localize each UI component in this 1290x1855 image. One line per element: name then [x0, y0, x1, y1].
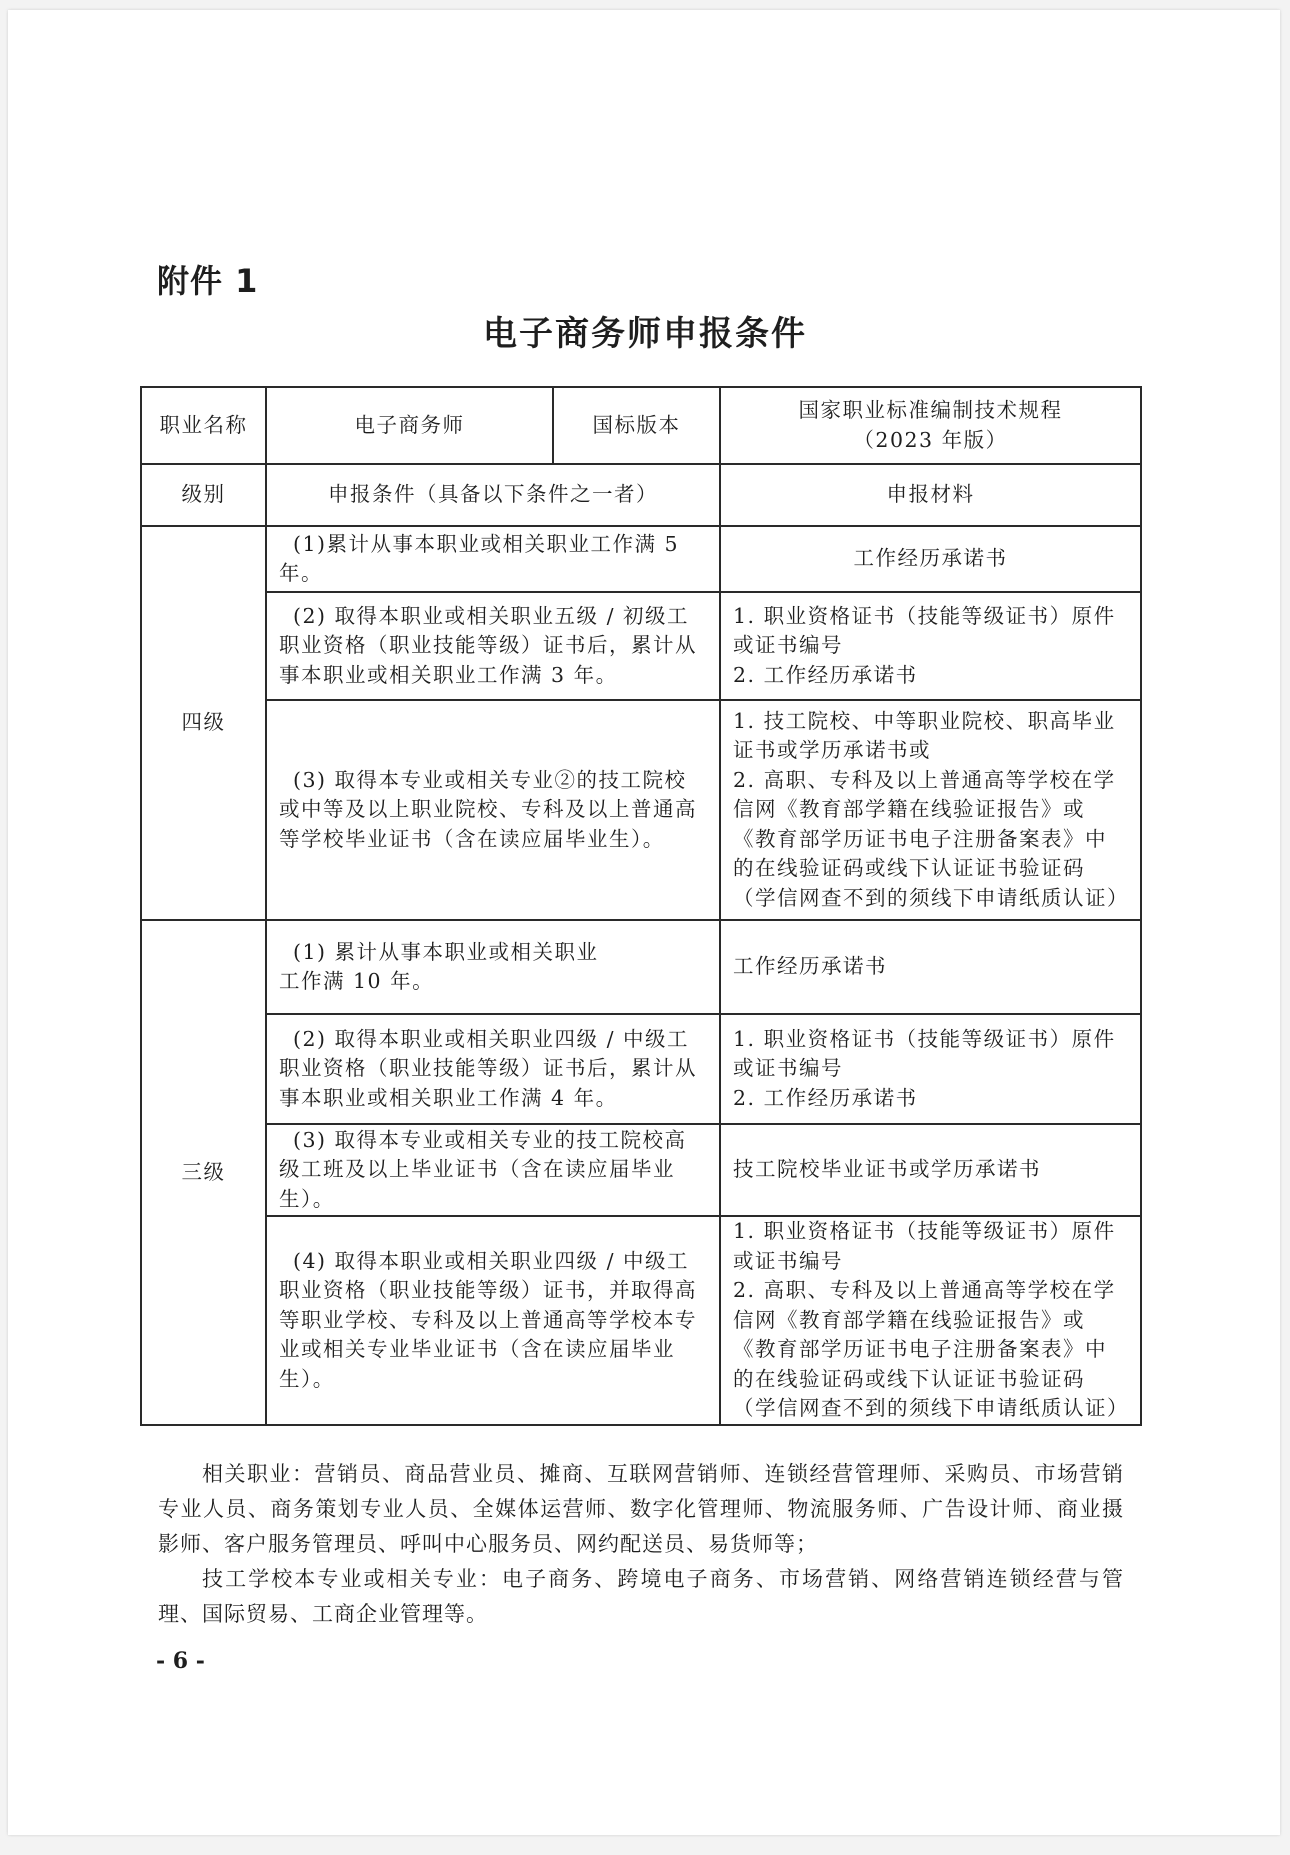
material-item: 1. 职业资格证书（技能等级证书）原件或证书编号: [733, 1026, 1116, 1081]
table-row: [141, 1216, 1141, 1425]
condition-text: (3) 取得本专业或相关专业的技工院校高级工班及以上毕业证书（含在读应届毕业生）。: [279, 1127, 687, 1211]
application-conditions-table: [140, 386, 1142, 1426]
material-item: 2. 高职、专科及以上普通高等学校在学信网《教育部学籍在线验证报告》或《教育部学历证书电子注册备案表》中的在线验证码或线下认证证书验证码（学信网查不到的须线下申请纸质认证）: [733, 767, 1129, 910]
materials-cell: [720, 700, 1141, 920]
occupation-name-value: 电子商务师: [266, 387, 553, 464]
level-3-cell: 三级: [141, 920, 266, 1425]
standard-version-line1: 国家职业标准编制技术规程: [798, 398, 1063, 422]
material-item: 1. 职业资格证书（技能等级证书）原件或证书编号: [733, 1219, 1116, 1273]
materials-cell: [720, 592, 1141, 700]
table-row: [141, 1014, 1141, 1124]
condition-cell: [266, 592, 720, 700]
standard-version-line2: （2023 年版）: [853, 427, 1008, 452]
material-item: 2. 工作经历承诺书: [733, 1085, 918, 1110]
level-header: 级别: [141, 464, 266, 526]
condition-text: (2) 取得本职业或相关职业四级 / 中级工职业资格（职业技能等级）证书后，累计从事本职业或相关职业工作满 4 年。: [279, 1026, 697, 1110]
attachment-label: 附件 1: [157, 262, 259, 300]
material-item: 2. 高职、专科及以上普通高等学校在学信网《教育部学籍在线验证报告》或《教育部学历证书电子注册备案表》中的在线验证码或线下认证证书验证码（学信网查不到的须线下申请纸质认证）: [733, 1278, 1129, 1420]
material-item: 1. 技工院校、中等职业院校、职高毕业证书或学历承诺书或: [733, 708, 1116, 763]
condition-text: (1)累计从事本职业或相关职业工作满 5 年。: [279, 531, 680, 585]
notes-section: [158, 1457, 1124, 1632]
condition-text-line2: 工作满 10 年。: [279, 969, 435, 993]
condition-text: (3) 取得本专业或相关专业②的技工院校或中等及以上职业院校、专科及以上普通高等学校毕业证书（含在读应届毕业生）。: [279, 767, 697, 851]
page-number: - 6 -: [156, 1648, 205, 1674]
table-row: [141, 387, 1141, 464]
standard-version-label: 国标版本: [553, 387, 720, 464]
materials-header: 申报材料: [720, 464, 1141, 526]
related-majors-note: 技工学校本专业或相关专业：电子商务、跨境电子商务、市场营销、网络营销连锁经营与管理、国际贸易、工商企业管理等。: [158, 1567, 1124, 1626]
level-4-cell: 四级: [141, 526, 266, 920]
material-item: 1. 职业资格证书（技能等级证书）原件或证书编号: [733, 603, 1116, 658]
standard-version-value: [720, 387, 1141, 464]
occupation-name-label: 职业名称: [141, 387, 266, 464]
material-item: 2. 工作经历承诺书: [733, 662, 918, 687]
materials-cell: [720, 1216, 1141, 1425]
condition-cell: [266, 1216, 720, 1425]
condition-text-line1: (1) 累计从事本职业或相关职业: [293, 939, 599, 964]
condition-text: (2) 取得本职业或相关职业五级 / 初级工职业资格（职业技能等级）证书后，累计从事本职业或相关职业工作满 3 年。: [279, 603, 697, 687]
table-row: [141, 700, 1141, 920]
condition-text: (4) 取得本职业或相关职业四级 / 中级工职业资格（职业技能等级）证书，并取得高等职业学校、专科及以上普通高等学校本专业或相关专业毕业证书（含在读应届毕业生）。: [279, 1248, 697, 1391]
condition-cell: [266, 1124, 720, 1216]
materials-cell: 工作经历承诺书: [720, 526, 1141, 592]
table-row: [141, 592, 1141, 700]
table-row: [141, 1124, 1141, 1216]
condition-cell: [266, 700, 720, 920]
condition-cell: [266, 1014, 720, 1124]
table-row: [141, 526, 1141, 592]
related-occupations-note: 相关职业：营销员、商品营业员、摊商、互联网营销师、连锁经营管理师、采购员、市场营销专业人员、商务策划专业人员、全媒体运营师、数字化管理师、物流服务师、广告设计师、商业摄影师、客户服务管理员、呼叫中心服务员、网约配送员、易货师等；: [158, 1462, 1124, 1556]
condition-cell: [266, 920, 720, 1014]
materials-cell: [720, 1014, 1141, 1124]
document-title: 电子商务师申报条件: [483, 314, 807, 354]
table-header-row: [141, 464, 1141, 526]
conditions-header: 申报条件（具备以下条件之一者）: [266, 464, 720, 526]
materials-cell: 工作经历承诺书: [720, 920, 1141, 1014]
materials-cell: 技工院校毕业证书或学历承诺书: [720, 1124, 1141, 1216]
condition-cell: [266, 526, 720, 592]
table-row: [141, 920, 1141, 1014]
